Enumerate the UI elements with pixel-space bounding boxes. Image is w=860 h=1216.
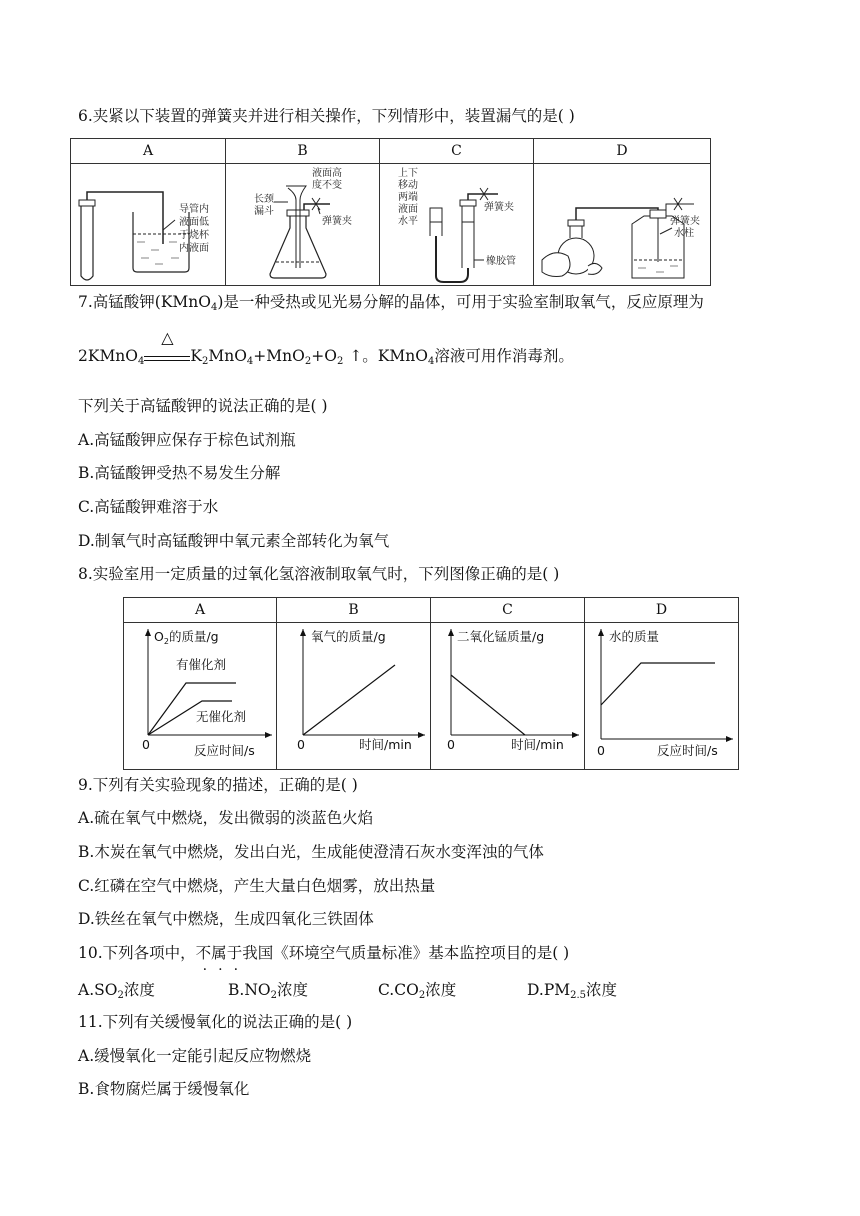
label-without-catalyst: 无催化剂 (196, 709, 247, 724)
q11-option-b: B.食物腐烂属于缓慢氧化 (78, 1080, 250, 1098)
q6-d-label-1: 弹簧夹 (670, 216, 700, 227)
emphasis-yu: 于 (226, 944, 243, 962)
q8-header-b: B (277, 598, 431, 623)
q6-a-label-1: 导管内 (179, 204, 209, 215)
q10-option-d: $D.PM_{2.5}$浓度 (527, 981, 618, 1001)
q6-c-label-1: 上下 (398, 168, 418, 179)
q6-apparatus-d (534, 164, 711, 286)
q6-d-label-2: 水柱 (674, 228, 694, 239)
q8-stem: 8.实验室用一定质量的过氧化氢溶液制取氧气时，下列图像正确的是( ) (78, 565, 560, 583)
heat-condition (144, 327, 190, 361)
q7-question: 下列关于高锰酸钾的说法正确的是( ) (78, 397, 328, 415)
q7-option-a: A.高锰酸钾应保存于棕色试剂瓶 (78, 431, 296, 449)
q9-option-d: D.铁丝在氧气中燃烧，生成四氧化三铁固体 (78, 910, 374, 928)
q7-option-d: D.制氧气时高锰酸钾中氧元素全部转化为氧气 (78, 532, 390, 550)
q8-c-ylabel: 二氧化锰质量/g (457, 629, 545, 644)
kmno4-formula: KMnO (160, 293, 211, 311)
q11-stem: 11.下列有关缓慢氧化的说法正确的是( ) (78, 1013, 353, 1031)
q8-b-ylabel: 氧气的质量/g (311, 629, 386, 644)
q8-a-origin: 0 (142, 737, 150, 752)
q9-option-b: B.木炭在氧气中燃烧，发出白光，生成能使澄清石灰水变浑浊的气体 (78, 843, 544, 861)
q6-a-label-4: 内液面 (179, 243, 209, 254)
q8-d-xlabel: 反应时间/s (657, 743, 718, 758)
q8-graph-d (585, 623, 739, 770)
q6-a-label-2: 液面低 (179, 217, 209, 228)
q8-a-xlabel: 反应时间/s (194, 743, 255, 758)
heat-symbol: △ (161, 327, 174, 347)
q7-stem: 7.高锰酸钾(KMnO$_4$)是一种受热或见光易分解的晶体，可用于实验室制取氧气，反应原理为 (78, 293, 704, 313)
q8-header-d: D (585, 598, 739, 623)
q8-c-origin: 0 (447, 737, 455, 752)
q6-b-label-2: 度不变 (312, 180, 342, 191)
q6-header-c: C (380, 139, 534, 164)
q8-c-xlabel: 时间/min (511, 737, 564, 752)
q6-c-label-5: 水平 (398, 216, 418, 227)
curve-d (601, 663, 715, 705)
q10-option-c: $C.CO_2$浓度 (378, 981, 457, 1001)
q6-b-label-1: 液面高 (312, 168, 342, 179)
q8-header-a: A (124, 598, 277, 623)
q6-header-d: D (534, 139, 711, 164)
q8-b-xlabel: 时间/min (359, 737, 412, 752)
q6-stem: 6.夹紧以下装置的弹簧夹并进行相关操作，下列情形中，装置漏气的是( ) (78, 107, 575, 125)
q6-apparatus-a (71, 164, 226, 286)
q6-header-b: B (226, 139, 380, 164)
q8-d-ylabel: 水的质量 (609, 629, 660, 644)
q6-c-label-4: 液面 (398, 204, 418, 215)
q6-table (70, 138, 711, 286)
q8-b-origin: 0 (297, 737, 305, 752)
q6-c-label-2: 移动 (398, 180, 418, 191)
q6-b-label-4: 漏斗 (254, 206, 274, 217)
q10-option-a: $A.SO_2$浓度 (78, 981, 155, 1001)
q6-c-label-7: 橡胶管 (486, 256, 516, 267)
q10-stem: 10.下列各项中，不属于我国《环境空气质量标准》基本监控项目的是( ) (78, 944, 570, 962)
q7-option-b: B.高锰酸钾受热不易发生分解 (78, 464, 281, 482)
q6-apparatus-b (226, 164, 380, 286)
curve-b (303, 665, 395, 735)
emphasis-shu: 属 (211, 944, 227, 962)
q9-stem: 9.下列有关实验现象的描述，正确的是( ) (78, 776, 358, 794)
svg-text:O2的质量/g: $O_2$的质量/g (154, 629, 219, 646)
label-with-catalyst: 有催化剂 (176, 657, 227, 672)
q8-graph-a (124, 623, 277, 770)
q6-a-label-3: 于烧杯 (179, 230, 209, 241)
q7-equation: 2KMnO$_4$ △ $K_2MnO_4+MnO_2+O_2$ ↑。KMnO$_4$溶液可用作消毒剂。 (78, 327, 574, 367)
q8-header-c: C (431, 598, 585, 623)
q11-option-a: A.缓慢氧化一定能引起反应物燃烧 (78, 1047, 312, 1065)
q8-graph-b (277, 623, 431, 770)
q6-c-label-3: 两端 (398, 192, 418, 203)
q6-b-label-5: 弹簧夹 (322, 216, 352, 227)
q8-graph-c (431, 623, 585, 770)
q6-b-label-3: 长颈 (254, 194, 274, 205)
q9-option-a: A.硫在氧气中燃烧，发出微弱的淡蓝色火焰 (78, 809, 374, 827)
q9-option-c: C.红磷在空气中燃烧，产生大量白色烟雾，放出热量 (78, 877, 436, 895)
emphasis-bu: 不 (195, 944, 212, 962)
q6-apparatus-c (380, 164, 534, 286)
q7-option-c: C.高锰酸钾难溶于水 (78, 498, 219, 516)
q10-option-b: $B.NO_2$浓度 (228, 981, 308, 1001)
q6-c-label-6: 弹簧夹 (484, 202, 514, 213)
q8-d-origin: 0 (597, 743, 605, 758)
q6-header-a: A (71, 139, 226, 164)
curve-c (451, 675, 525, 735)
q8-table (123, 597, 739, 770)
